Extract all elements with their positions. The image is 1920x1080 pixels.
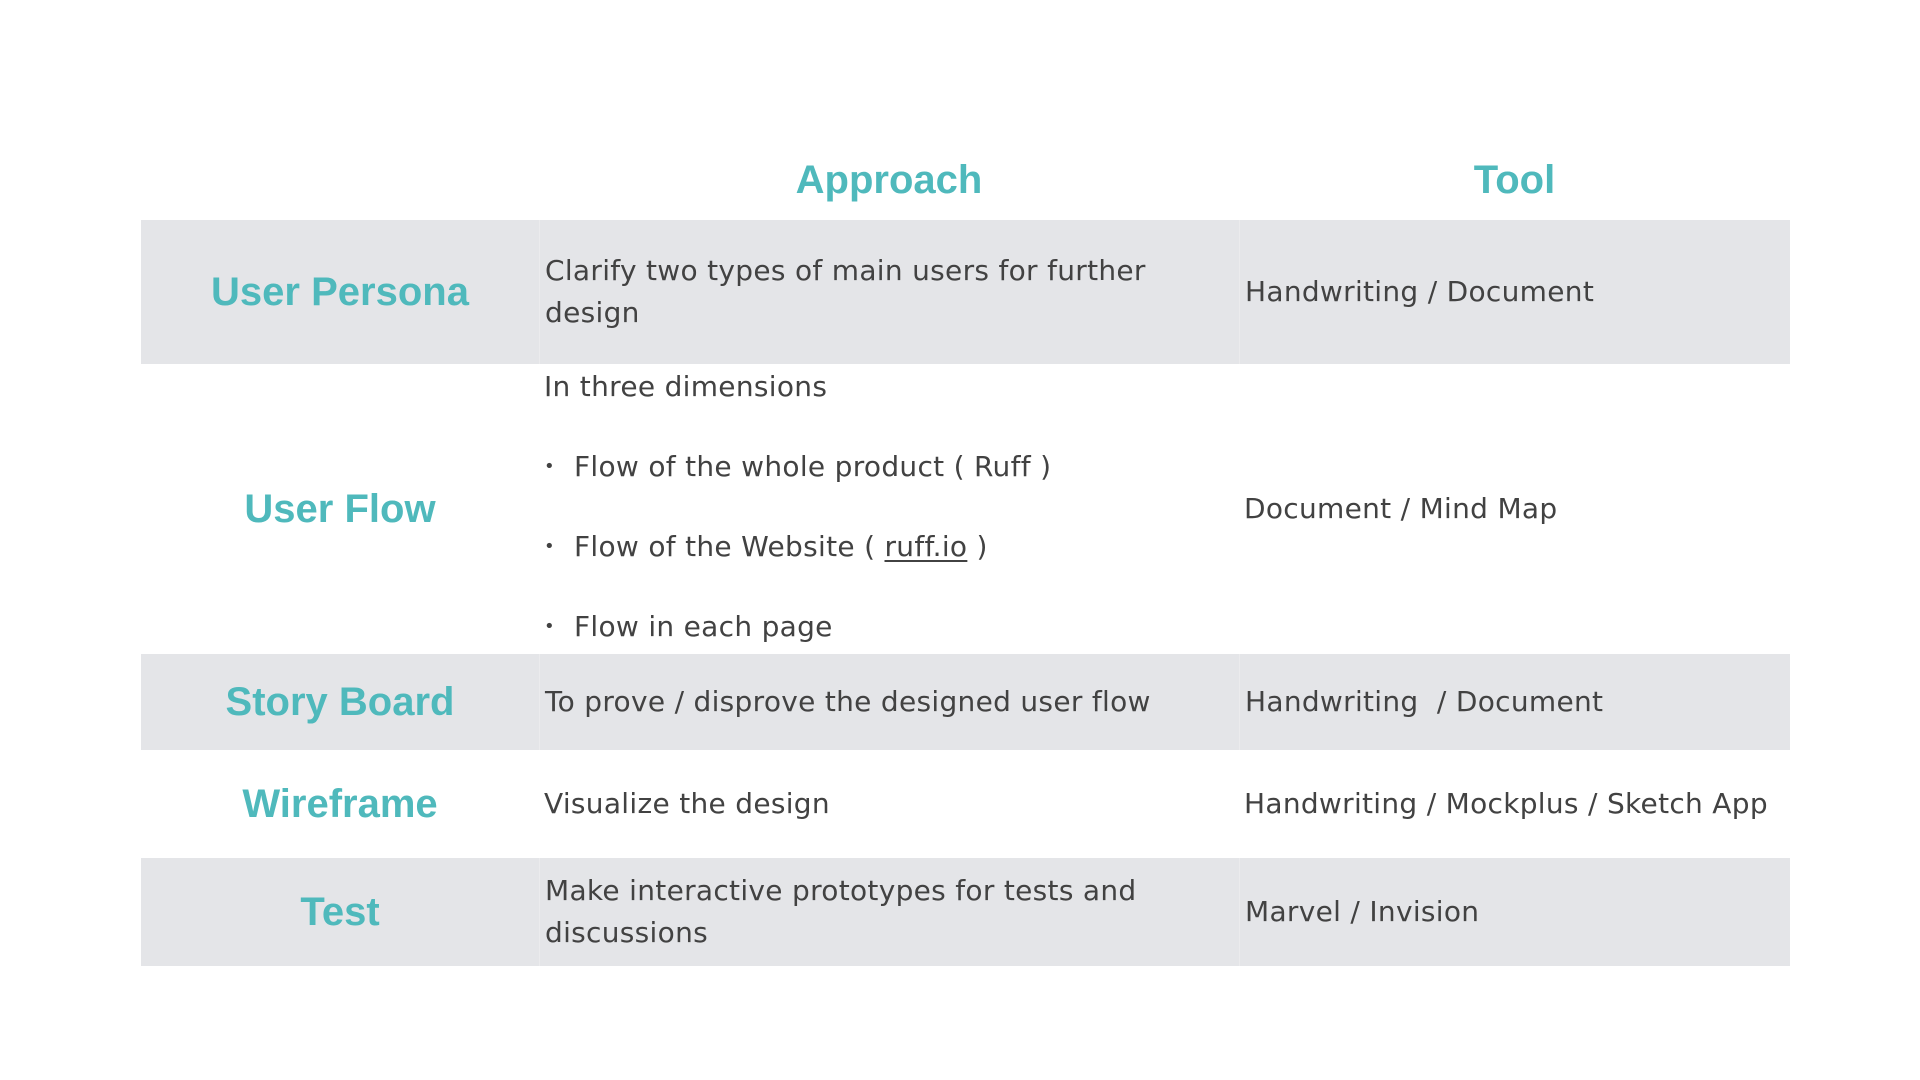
methods-table xyxy=(141,220,1790,966)
ruff-io-link[interactable]: ruff.io xyxy=(884,530,968,563)
bullet-text: Flow of the whole product ( Ruff ) xyxy=(574,450,1052,483)
row-label-user-flow: User Flow xyxy=(244,486,436,531)
tool-text: Handwriting / Document xyxy=(1245,685,1604,718)
tool-cell-user-persona xyxy=(1239,220,1790,364)
approach-cell-wireframe xyxy=(539,750,1239,858)
bullet-icon: • xyxy=(544,536,555,557)
approach-cell-story-board xyxy=(539,654,1239,750)
bullet-text: Flow in each page xyxy=(574,610,833,643)
approach-text: To prove / disprove the designed user flow xyxy=(545,685,1151,718)
approach-text: Make interactive prototypes for tests and discussions xyxy=(545,874,1137,949)
row-label-wireframe: Wireframe xyxy=(242,781,438,826)
table-row-wireframe xyxy=(141,750,1790,858)
table-row-story-board xyxy=(141,654,1790,750)
table-row-test xyxy=(141,858,1790,966)
bullet-text-suffix: ) xyxy=(967,530,988,563)
tool-column-header: Tool xyxy=(1473,157,1556,202)
tool-text: Marvel / Invision xyxy=(1245,895,1480,928)
table-row-user-flow xyxy=(141,364,1790,654)
approach-intro-text: In three dimensions xyxy=(544,370,828,403)
tool-cell-user-flow xyxy=(1239,364,1790,654)
approach-cell-user-flow xyxy=(539,364,1239,654)
row-label-test: Test xyxy=(300,889,380,934)
tool-text: Handwriting / Document xyxy=(1245,275,1595,308)
approach-text: Clarify two types of main users for further design xyxy=(545,254,1146,329)
tool-text: Document / Mind Map xyxy=(1244,492,1558,525)
list-item xyxy=(544,606,1219,648)
table-row-user-persona xyxy=(141,220,1790,364)
list-item xyxy=(544,446,1219,488)
approach-column-header: Approach xyxy=(795,157,983,202)
row-label-user-persona: User Persona xyxy=(211,269,469,314)
bullet-icon: • xyxy=(544,616,555,637)
list-item xyxy=(544,526,1219,568)
tool-cell-test xyxy=(1239,858,1790,966)
bullet-icon: • xyxy=(544,456,555,477)
tool-cell-wireframe xyxy=(1239,750,1790,858)
tool-text: Handwriting / Mockplus / Sketch App xyxy=(1244,787,1768,820)
table-header xyxy=(141,140,1790,220)
bullet-text-prefix: Flow of the Website ( xyxy=(574,530,885,563)
approach-text: Visualize the design xyxy=(544,787,830,820)
tool-cell-story-board xyxy=(1239,654,1790,750)
row-label-story-board: Story Board xyxy=(225,679,455,724)
approach-cell-test xyxy=(539,858,1239,966)
approach-cell-user-persona xyxy=(539,220,1239,364)
